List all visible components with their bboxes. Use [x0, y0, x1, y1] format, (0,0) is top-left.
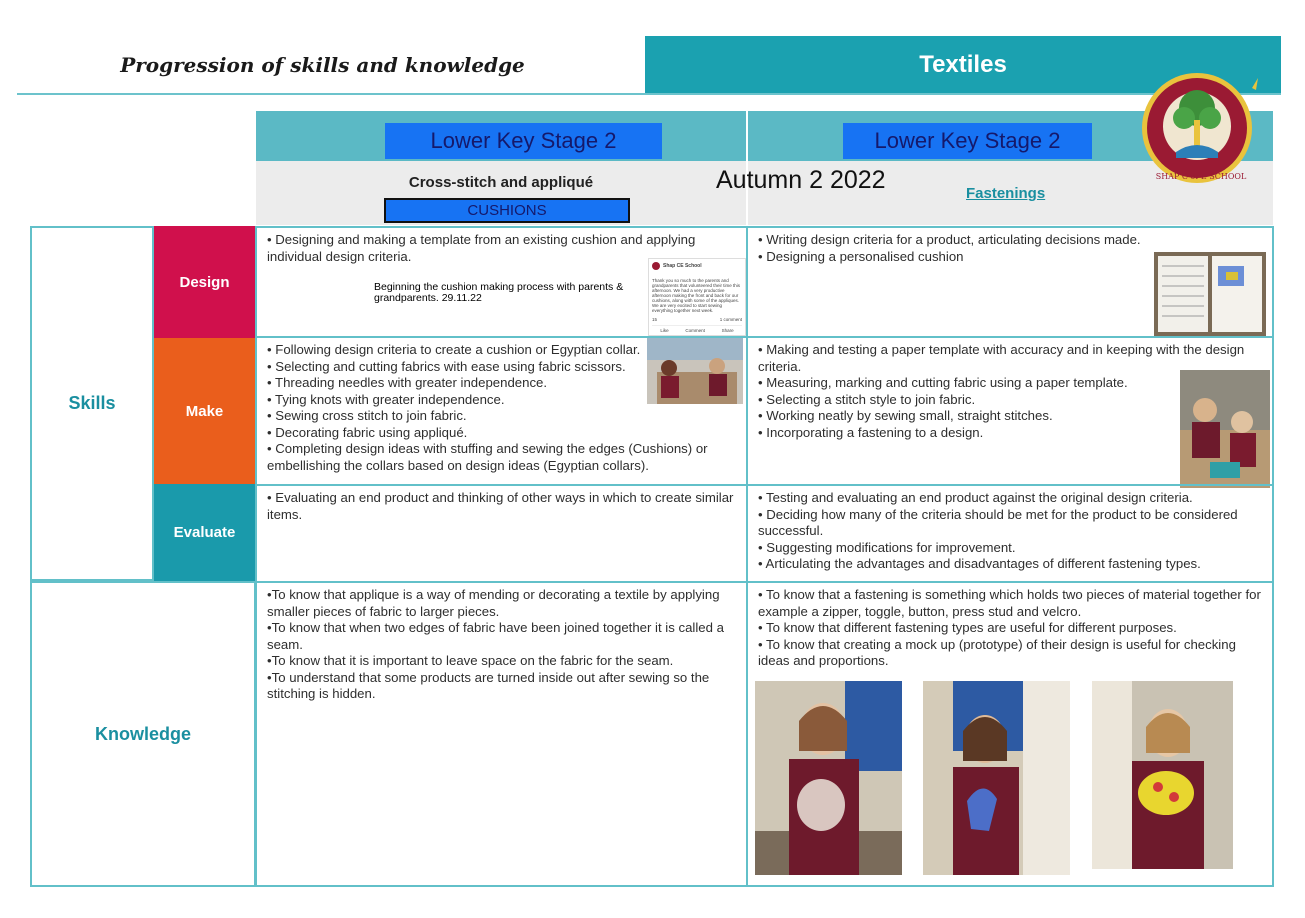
make-col2-text: • Making and testing a paper template with accuracy and in keeping with the design criteria. • Measuring, marking and cutting fabric using a paper template. • Selecting a stitch style to join fabric. • Working neatly by sewing small, straight stitches. • Incorporating a fastening to a design. [758, 342, 1245, 440]
design-col2-cell [746, 226, 1274, 338]
pupil-photo-3 [1092, 681, 1233, 869]
make-label: Make [154, 338, 255, 484]
knowledge-col2-text: • To know that a fastening is something which holds two pieces of material together for example a zipper, toggle, button, press stud and velcro. • To know that different fastening types are useful for different purposes. • To know that creating a mock up (prototype) of their design is useful for checking ideas and proportions. [758, 587, 1261, 668]
evaluate-col2-cell [746, 484, 1274, 583]
classroom-photo-2 [1180, 370, 1270, 488]
social-post-counts: 15 1 comment [652, 317, 742, 322]
date-note: Autumn 2 2022 [716, 166, 886, 194]
evaluate-col1-cell [255, 484, 748, 583]
design-sheet-photo [1154, 252, 1266, 336]
stage-label-col1: Lower Key Stage 2 [385, 123, 662, 159]
logo-text: SHAP C of E SCHOOL [1155, 172, 1247, 181]
like-button[interactable]: Like [660, 328, 669, 333]
subtopic-col1: CUSHIONS [384, 198, 630, 223]
header-left [0, 36, 645, 93]
comment-button[interactable]: Comment [685, 328, 705, 333]
subject-title: Textiles [919, 50, 1007, 78]
make-col1-cell [255, 336, 748, 486]
page-title: Progression of skills and knowledge [120, 52, 525, 77]
share-button[interactable]: Share [721, 328, 734, 333]
knowledge-col2-cell [746, 581, 1274, 887]
school-logo [1140, 68, 1260, 193]
stage-label-col2: Lower Key Stage 2 [843, 123, 1092, 159]
evaluate-col1-text: • Evaluating an end product and thinking of other ways in which to create similar items. [267, 490, 734, 522]
pupil-photo-2 [923, 681, 1070, 875]
social-post-body: Thank you so much to the parents and grandparents that volunteered their time this afternoon. We had a very productive afternoon making the front and back for our cushions, along with some of the appliques. We are very excited to start sewing everything together next week. [652, 278, 741, 313]
skills-label: Skills [30, 226, 154, 581]
design-col1-text: • Designing and making a template from an existing cushion and applying individual design criteria. [267, 232, 696, 264]
social-post-actions [652, 325, 742, 333]
design-col2-text: • Writing design criteria for a product, articulating decisions made. • Designing a personalised cushion [758, 232, 1141, 264]
make-col2-cell [746, 336, 1274, 486]
design-col1-cell [255, 226, 748, 338]
pupil-photo-1 [755, 681, 902, 875]
header-divider [17, 93, 1281, 95]
social-post [648, 258, 746, 336]
make-col1-text: • Following design criteria to create a cushion or Egyptian collar. • Selecting and cutting fabrics with ease using fabric scissors. • Threading needles with greater independence. • Tying knots with greater independence. • Sewing cross stitch to join fabric. • Decorating fabric using appliqué. • Completing design ideas with stuffing and sewing the edges (Cushions) or embellishing the collars based on design ideas (Egyptian collars). [267, 342, 708, 473]
topic-col1: Cross-stitch and appliqué [408, 174, 594, 191]
knowledge-col1-text: •To know that applique is a way of mending or decorating a textile by applying smaller pieces of fabric to larger pieces. •To know that when two edges of fabric have been joined together it is called a seam. •To know that it is important to leave space on the fabric for the seam. •To understand that some products are turned inside out after sewing so the stitching is hidden. [267, 587, 724, 701]
design-photo-caption: Beginning the cushion making process with parents & grandparents. 29.11.22 [374, 281, 624, 304]
topic-col2: Fastenings [966, 185, 1046, 202]
knowledge-col1-cell [255, 581, 748, 887]
social-post-header: Shap CE School [652, 262, 742, 270]
knowledge-label: Knowledge [30, 581, 256, 887]
classroom-photo-1 [647, 338, 743, 404]
avatar [652, 262, 660, 270]
evaluate-col2-text: • Testing and evaluating an end product against the original design criteria. • Deciding how many of the criteria should be met for the product to be considered successful. • Suggesting modifications for improvement. • Articulating the advantages and disadvantages of different fastening types. [758, 490, 1238, 571]
design-label: Design [154, 226, 255, 338]
evaluate-label: Evaluate [154, 484, 255, 581]
